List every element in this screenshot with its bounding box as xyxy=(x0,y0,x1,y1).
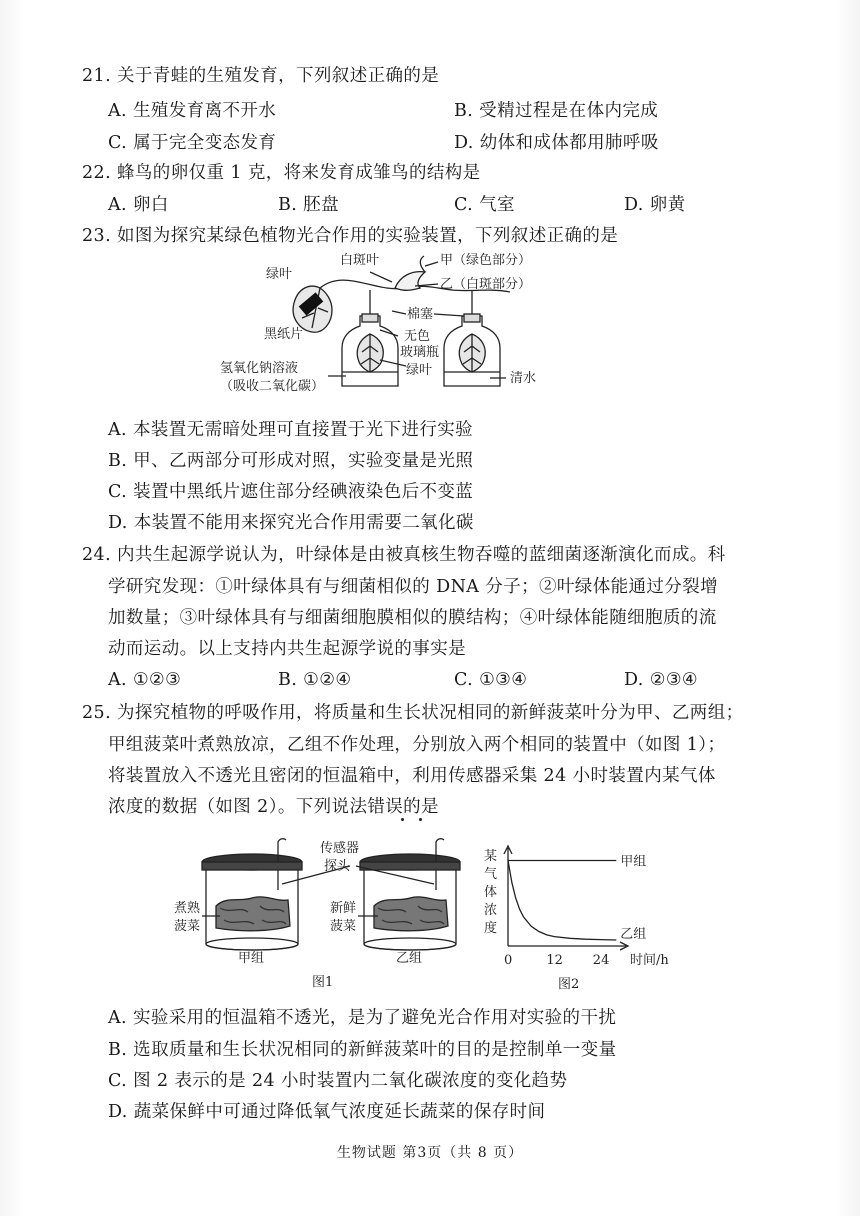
q25-option-d: D. 蔬菜保鲜中可通过降低氧气浓度延长蔬菜的保存时间 xyxy=(108,1102,546,1122)
q24-line-4: 动而运动。以上支持内共生起源学说的事实是 xyxy=(108,639,466,659)
q22-stem: 22. 蜂鸟的卵仅重 1 克，将来发育成雏鸟的结构是 xyxy=(82,163,481,183)
label-cotton-plug: 棉塞 xyxy=(407,307,434,322)
q25-figure-1 xyxy=(174,836,480,992)
q25-figure-2-chart xyxy=(478,838,678,994)
q22-option-a: A. 卵白 xyxy=(108,195,169,215)
q24-option-a: A. ①②③ xyxy=(108,670,182,690)
fig1-label-group-jia: 甲组 xyxy=(238,951,265,966)
q24-option-c: C. ①③④ xyxy=(454,670,528,690)
chart-caption: 图2 xyxy=(558,977,580,992)
variegated-leaf-shape xyxy=(395,272,425,291)
q21-option-a: A. 生殖发育离不开水 xyxy=(108,101,277,121)
q21-option-c: C. 属于完全变态发育 xyxy=(108,133,277,153)
q23-option-a: A. 本装置无需暗处理可直接置于光下进行实验 xyxy=(108,420,474,440)
chart-ylabel-char-1: 气 xyxy=(484,867,498,882)
x-tick-label-1: 12 xyxy=(546,953,563,968)
chart-xlabel: 时间/h xyxy=(630,953,669,968)
q24-line-1: 24. 内共生起源学说认为，叶绿体是由被真核生物吞噬的蓝细菌逐渐演化而成。科 xyxy=(82,545,726,565)
q24-line-3: 加数量；③叶绿体具有与细菌细胞膜相似的膜结构；④叶绿体能随细胞质的流 xyxy=(108,608,717,628)
page-footer: 生物试题 第3页（共 8 页） xyxy=(336,1145,524,1161)
series-line-1 xyxy=(508,861,616,941)
label-yi: 乙（白斑部分） xyxy=(440,277,532,292)
q23-option-b: B. 甲、乙两部分可形成对照，实验变量是光照 xyxy=(108,451,474,471)
label-variegated-leaf: 白斑叶 xyxy=(340,253,380,268)
q23-stem: 23. 如图为探究某绿色植物光合作用的实验装置，下列叙述正确的是 xyxy=(82,226,619,246)
x-tick-label-2: 24 xyxy=(592,953,610,968)
q22-option-c: C. 气室 xyxy=(454,195,515,215)
q25-option-c: C. 图 2 表示的是 24 小时装置内二氧化碳浓度的变化趋势 xyxy=(108,1071,568,1091)
q23-option-c: C. 装置中黑纸片遮住部分经碘液染色后不变蓝 xyxy=(108,482,474,502)
label-green-leaf: 绿叶 xyxy=(266,267,293,282)
q22-option-b: B. 胚盘 xyxy=(278,195,339,215)
emphasis-dots xyxy=(398,818,438,824)
q22-option-d: D. 卵黄 xyxy=(624,195,686,215)
label-colorless-1: 无色 xyxy=(404,329,431,344)
fig1-label-group-yi: 乙组 xyxy=(396,951,423,966)
label-colorless-2: 玻璃瓶 xyxy=(400,345,440,360)
fig1-caption: 图1 xyxy=(312,975,334,990)
q24-option-d: D. ②③④ xyxy=(624,670,698,690)
q21-option-d: D. 幼体和成体都用肺呼吸 xyxy=(454,133,659,153)
series-label-1: 乙组 xyxy=(620,927,647,942)
q23-option-d: D. 本装置不能用来探究光合作用需要二氧化碳 xyxy=(108,513,474,533)
fig1-label-probe: 探头 xyxy=(324,859,351,874)
chart-ylabel-char-2: 体 xyxy=(484,885,498,900)
chart-ylabel-char-0: 某 xyxy=(484,849,498,864)
fig1-label-cooked-1: 煮熟 xyxy=(174,901,201,916)
q25-line-1: 25. 为探究植物的呼吸作用，将质量和生长状况相同的新鲜菠菜叶分为甲、乙两组； xyxy=(82,703,744,723)
label-naoh-2: （吸收二氧化碳） xyxy=(220,379,325,394)
q21-stem: 21. 关于青蛙的生殖发育，下列叙述正确的是 xyxy=(82,66,440,86)
q24-line-2: 学研究发现：①叶绿体具有与细菌相似的 DNA 分子；②叶绿体能通过分裂增 xyxy=(108,577,719,597)
fig1-label-fresh-1: 新鲜 xyxy=(330,901,357,916)
label-jia: 甲（绿色部分） xyxy=(440,253,532,268)
q25-line-4: 浓度的数据（如图 2）。下列说法错误的是 xyxy=(108,797,439,817)
q25-option-a: A. 实验采用的恒温箱不透光，是为了避免光合作用对实验的干扰 xyxy=(108,1008,617,1028)
label-black-paper: 黑纸片 xyxy=(264,327,304,342)
q25-line-3: 将装置放入不透光且密闭的恒温箱中，利用传感器采集 24 小时装置内某气体 xyxy=(108,766,716,786)
q21-option-b: B. 受精过程是在体内完成 xyxy=(454,101,659,121)
x-tick-label-0: 0 xyxy=(504,953,513,968)
label-naoh-1: 氢氧化钠溶液 xyxy=(220,361,299,376)
fig1-label-sensor: 传感器 xyxy=(320,841,360,856)
chart-ylabel-char-3: 浓 xyxy=(484,903,498,918)
q25-line-2: 甲组菠菜叶煮熟放凉，乙组不作处理，分别放入两个相同的装置中（如图 1）； xyxy=(108,735,726,755)
chart-ylabel-char-4: 度 xyxy=(484,921,498,936)
label-green-leaf-2: 绿叶 xyxy=(406,363,433,378)
q24-option-b: B. ①②④ xyxy=(278,670,352,690)
q25-option-b: B. 选取质量和生长状况相同的新鲜菠菜叶的目的是控制单一变量 xyxy=(108,1040,617,1060)
series-label-0: 甲组 xyxy=(620,854,647,870)
q23-figure xyxy=(220,248,570,400)
label-water: 清水 xyxy=(510,371,537,386)
fig1-label-cooked-2: 菠菜 xyxy=(174,919,201,934)
fig1-label-fresh-2: 菠菜 xyxy=(330,919,357,934)
